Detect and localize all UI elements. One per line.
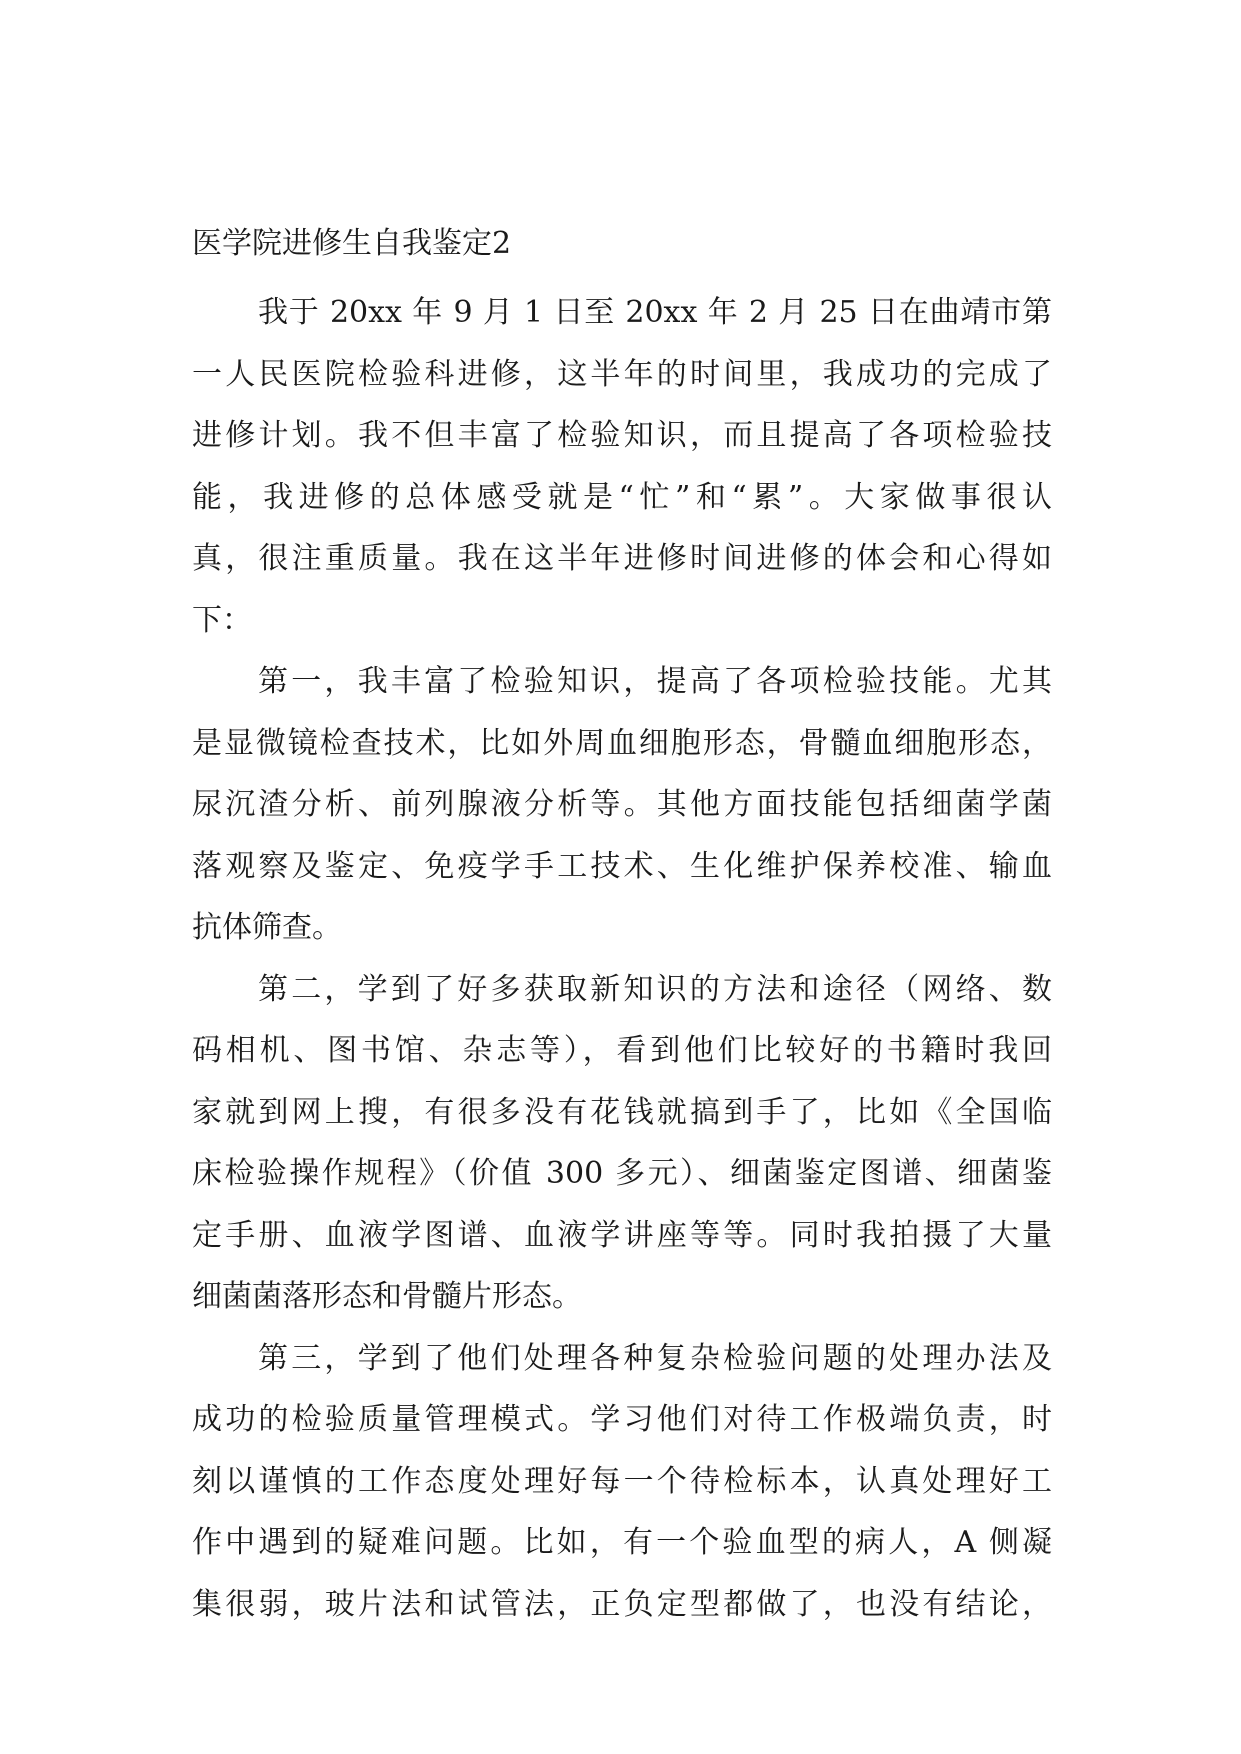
paragraph-line: 床检验操作规程》（价值 300 多元）、细菌鉴定图谱、细菌鉴 <box>192 1156 1052 1191</box>
paragraph-line: 能，我进修的总体感受就是“忙”和“累”。大家做事很认 <box>192 479 1052 515</box>
paragraph-line: 是显微镜检查技术，比如外周血细胞形态，骨髓血细胞形态， <box>192 725 1052 761</box>
paragraph-line: 第三，学到了他们处理各种复杂检验问题的处理办法及 <box>258 1340 1052 1376</box>
paragraph-line: 第一，我丰富了检验知识，提高了各项检验技能。尤其 <box>258 664 1052 699</box>
paragraph-line: 一人民医院检验科进修，这半年的时间里，我成功的完成了 <box>192 356 1052 392</box>
paragraph-line: 下： <box>192 602 252 638</box>
paragraph <box>192 282 1052 651</box>
paragraph <box>192 959 1052 1328</box>
paragraph-line: 尿沉渣分析、前列腺液分析等。其他方面技能包括细菌学菌 <box>192 787 1052 822</box>
paragraph-line: 码相机、图书馆、杂志等），看到他们比较好的书籍时我回 <box>192 1033 1052 1068</box>
paragraph <box>192 651 1052 959</box>
paragraph-line: 细菌菌落形态和骨髓片形态。 <box>192 1279 582 1314</box>
paragraph-line: 刻以谨慎的工作态度处理好每一个待检标本，认真处理好工 <box>192 1463 1052 1499</box>
paragraph-line: 第二，学到了好多获取新知识的方法和途径（网络、数 <box>258 971 1052 1007</box>
paragraph <box>192 1328 1052 1636</box>
paragraph-line: 成功的检验质量管理模式。学习他们对待工作极端负责，时 <box>192 1402 1052 1437</box>
paragraph-line: 定手册、血液学图谱、血液学讲座等等。同时我拍摄了大量 <box>192 1217 1052 1253</box>
paragraph-line: 集很弱，玻片法和试管法，正负定型都做了，也没有结论， <box>192 1586 1052 1622</box>
document-title: 医学院进修生自我鉴定2 <box>192 226 512 261</box>
paragraph-line: 作中遇到的疑难问题。比如，有一个验血型的病人，A 侧凝 <box>192 1525 1052 1560</box>
paragraph-line: 落观察及鉴定、免疫学手工技术、生化维护保养校准、输血 <box>192 848 1052 884</box>
paragraph-line: 我于 20xx 年 9 月 1 日至 20xx 年 2 月 25 日在曲靖市第 <box>258 295 1052 330</box>
paragraph-line: 抗体筛查。 <box>192 910 342 945</box>
paragraph-line: 进修计划。我不但丰富了检验知识，而且提高了各项检验技 <box>192 418 1052 453</box>
document-body <box>192 282 1052 1635</box>
paragraph-line: 真，很注重质量。我在这半年进修时间进修的体会和心得如 <box>192 541 1052 576</box>
paragraph-line: 家就到网上搜，有很多没有花钱就搞到手了，比如《全国临 <box>192 1094 1052 1130</box>
